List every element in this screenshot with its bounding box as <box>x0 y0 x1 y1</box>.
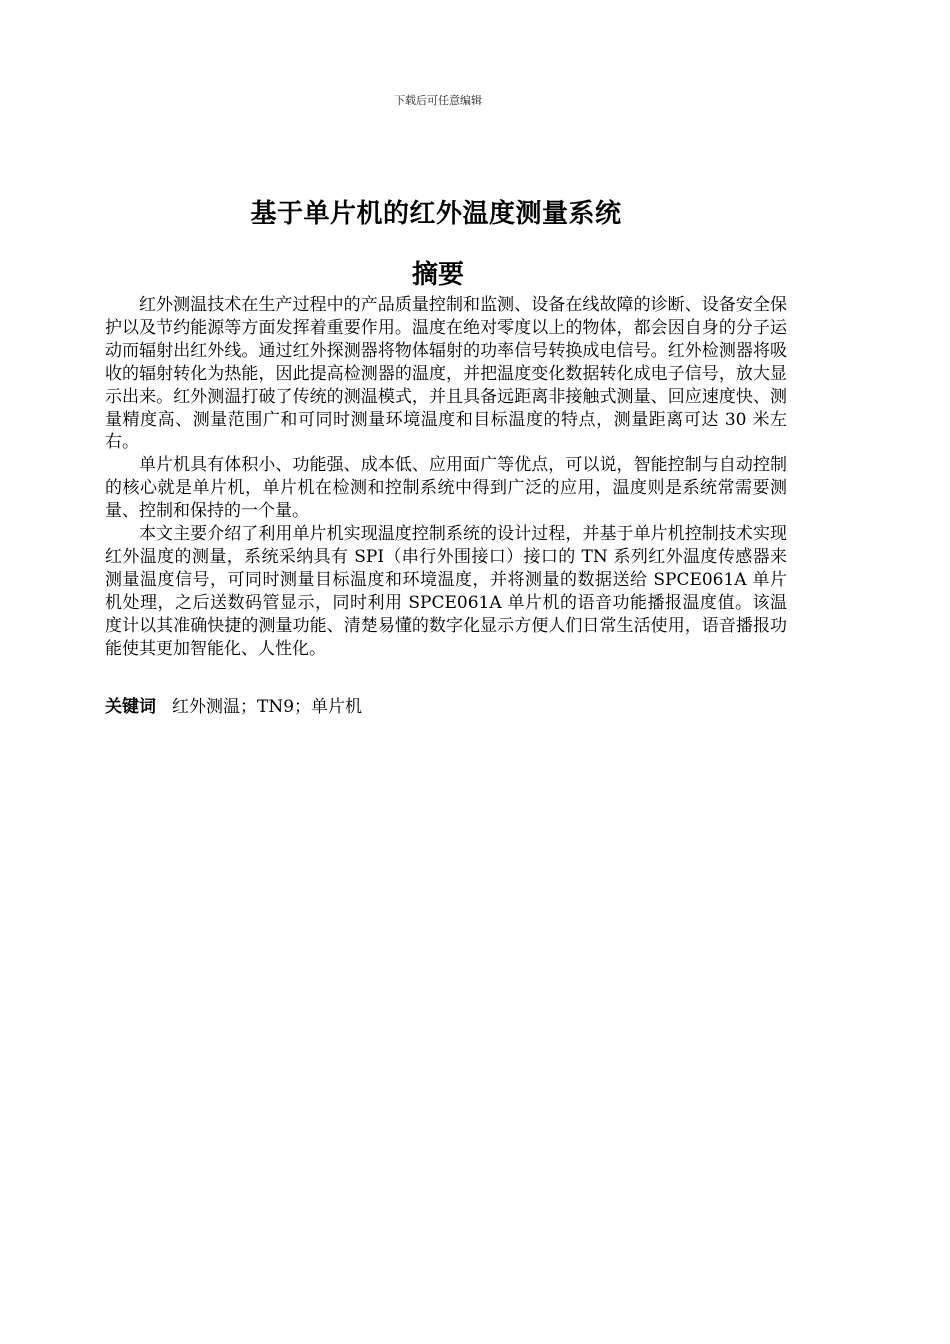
keywords-line <box>105 696 787 719</box>
abstract-paragraph-3: 本文主要介绍了利用单片机实现温度控制系统的设计过程，并基于单片机控制技术实现红外温度的测量，系统采纳具有 SPI（串行外围接口）接口的 TN 系列红外温度传感器来测量温度信号，可同时测量目标温度和环境温度，并将测量的数据送给 SPCE061A 单片机处理，之后送数码管显示，同时利用 SPCE061A 单片机的语音功能播报温度值。该温度计以其准确快捷的测量功能、清楚易懂的数字化显示方便人们日常生活使用，语音播报功能使其更加智能化、人性化。 <box>105 524 787 659</box>
abstract-paragraph-1: 红外测温技术在生产过程中的产品质量控制和监测、设备在线故障的诊断、设备安全保护以及节约能源等方面发挥着重要作用。温度在绝对零度以上的物体，都会因自身的分子运动而辐射出红外线。通过红外探测器将物体辐射的功率信号转换成电信号。红外检测器将吸收的辐射转化为热能，因此提高检测器的温度，并把温度变化数据转化成电子信号，放大显示出来。红外测温打破了传统的测温模式，并且具备远距离非接触式测量、回应速度快、测量精度高、测量范围广和可同时测量环境温度和目标温度的特点，测量距离可达 30 米左右。 <box>105 295 787 453</box>
keywords-label: 关键词 <box>105 697 156 717</box>
header-note: 下载后可任意编辑 <box>394 94 482 107</box>
abstract-paragraph-2: 单片机具有体积小、功能强、成本低、应用面广等优点，可以说，智能控制与自动控制的核心就是单片机，单片机在检测和控制系统中得到广泛的应用，温度则是系统常需要测量、控制和保持的一个量。 <box>105 455 787 522</box>
abstract-heading: 摘要 <box>411 260 464 290</box>
keywords-value: 红外测温；TN9；单片机 <box>172 697 363 717</box>
document-title: 基于单片机的红外温度测量系统 <box>250 199 622 229</box>
abstract-body <box>105 294 787 661</box>
